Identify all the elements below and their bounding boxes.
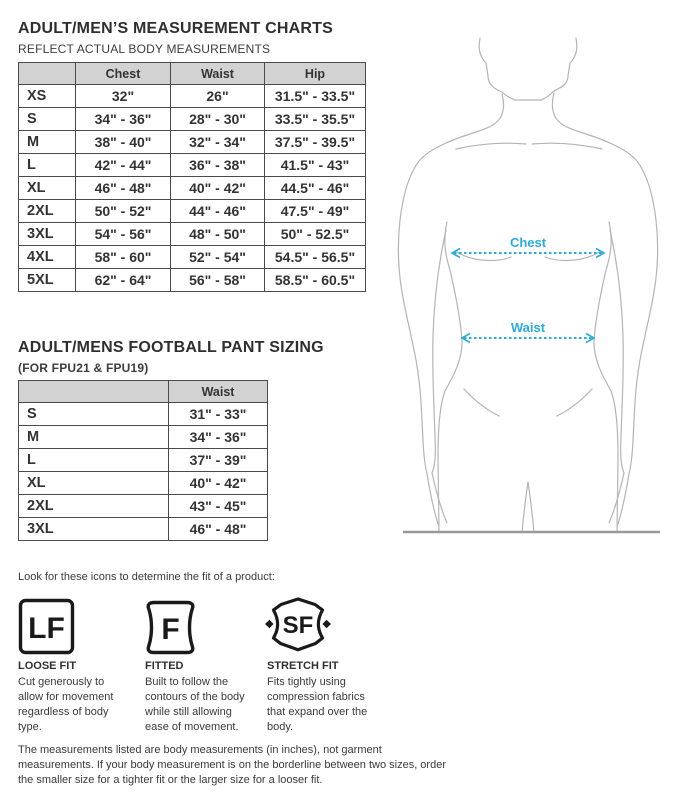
pant-table [18,380,268,541]
waist-cell: 43" - 45" [169,495,268,518]
size-cell: 5XL [19,269,76,292]
hip-cell: 44.5" - 46" [265,177,366,200]
table-row [19,223,366,246]
size-cell: 3XL [19,223,76,246]
chest-label: Chest [509,235,547,250]
chest-cell: 34" - 36" [76,108,171,131]
chest-cell: 62" - 64" [76,269,171,292]
size-cell: S [19,108,76,131]
waist-cell: 28" - 30" [171,108,265,131]
waist-cell: 52" - 54" [171,246,265,269]
loose-fit-label: LOOSE FIT [18,660,77,672]
size-cell: M [19,131,76,154]
waist-cell: 37" - 39" [169,449,268,472]
fitted-description: Built to follow the contours of the body while still allowing ease of movement. [145,676,245,733]
table-row [19,85,366,108]
size-cell: 3XL [19,518,169,541]
waist-cell: 40" - 42" [171,177,265,200]
header-cell-hip: Hip [265,63,366,85]
hip-cell: 41.5" - 43" [265,154,366,177]
table-row [19,246,366,269]
table-row [19,177,366,200]
stretch-fit-icon [264,597,332,653]
section-title-pant-sizing: ADULT/MENS FOOTBALL PANT SIZING [18,339,324,356]
table-row [19,269,366,292]
loose-fit-abbr: LF [28,612,65,645]
fitted-abbr: F [161,613,180,646]
header-cell-size [19,381,169,403]
stretch-fit-abbr: SF [282,612,314,639]
stretch-fit-description: Fits tightly using compression fabrics that expand over the body. [267,676,368,733]
stretch-fit-info [267,660,385,735]
table-header-row [19,63,366,85]
table-row [19,131,366,154]
hip-cell: 37.5" - 39.5" [265,131,366,154]
section-subtitle-pant-sizing: (FOR FPU21 & FPU19) [18,361,149,375]
size-cell: XL [19,472,169,495]
table-row [19,426,268,449]
male-torso-outline [398,38,657,532]
size-cell: 2XL [19,495,169,518]
waist-cell: 40" - 42" [169,472,268,495]
size-cell: XL [19,177,76,200]
hip-cell: 47.5" - 49" [265,200,366,223]
table-row [19,495,268,518]
size-cell: L [19,449,169,472]
size-cell: S [19,403,169,426]
section-title-measurement-charts: ADULT/MEN’S MEASUREMENT CHARTS [18,20,334,37]
chest-cell: 54" - 56" [76,223,171,246]
hip-cell: 54.5" - 56.5" [265,246,366,269]
table-row [19,200,366,223]
waist-cell: 34" - 36" [169,426,268,449]
table-row [19,154,366,177]
fit-guide-intro: Look for these icons to determine the fit of a product: [18,571,275,583]
body-diagram [390,0,696,545]
waist-cell: 36" - 38" [171,154,265,177]
chest-cell: 32" [76,85,171,108]
loose-fit-info [18,660,136,735]
left-arrow-diamond [265,620,274,628]
loose-fit-description: Cut generously to allow for movement regardless of body type. [18,676,114,733]
header-cell-waist: Waist [171,63,265,85]
table-header-row [19,381,268,403]
hip-cell: 31.5" - 33.5" [265,85,366,108]
waist-cell: 31" - 33" [169,403,268,426]
waist-cell: 56" - 58" [171,269,265,292]
size-cell: L [19,154,76,177]
chest-cell: 38" - 40" [76,131,171,154]
footnote: The measurements listed are body measurements (in inches), not garment measurements. If your body measurement is on the borderline between two sizes, order the smaller size for a tighter fit or the larger size for a looser fit. [18,744,446,786]
fitted-info [145,660,263,735]
hip-cell: 33.5" - 35.5" [265,108,366,131]
hip-cell: 58.5" - 60.5" [265,269,366,292]
table-row [19,472,268,495]
stretch-fit-label: STRETCH FIT [267,660,339,672]
table-row [19,449,268,472]
waist-cell: 26" [171,85,265,108]
table-row [19,403,268,426]
size-cell: XS [19,85,76,108]
section-subtitle-measurement-charts: REFLECT ACTUAL BODY MEASUREMENTS [18,42,271,56]
fitted-label: FITTED [145,660,184,672]
header-cell-waist: Waist [169,381,268,403]
loose-fit-icon [18,598,75,655]
size-cell: 4XL [19,246,76,269]
fitted-icon [145,600,196,655]
waist-cell: 46" - 48" [169,518,268,541]
size-cell: 2XL [19,200,76,223]
table-row [19,108,366,131]
right-arrow-diamond [323,620,332,628]
waist-label: Waist [510,320,546,335]
waist-cell: 32" - 34" [171,131,265,154]
chest-cell: 50" - 52" [76,200,171,223]
hip-cell: 50" - 52.5" [265,223,366,246]
table-row [19,518,268,541]
size-cell: M [19,426,169,449]
header-cell-size [19,63,76,85]
waist-cell: 48" - 50" [171,223,265,246]
chest-cell: 42" - 44" [76,154,171,177]
chest-cell: 58" - 60" [76,246,171,269]
chest-cell: 46" - 48" [76,177,171,200]
measurement-table [18,62,366,292]
waist-cell: 44" - 46" [171,200,265,223]
header-cell-chest: Chest [76,63,171,85]
